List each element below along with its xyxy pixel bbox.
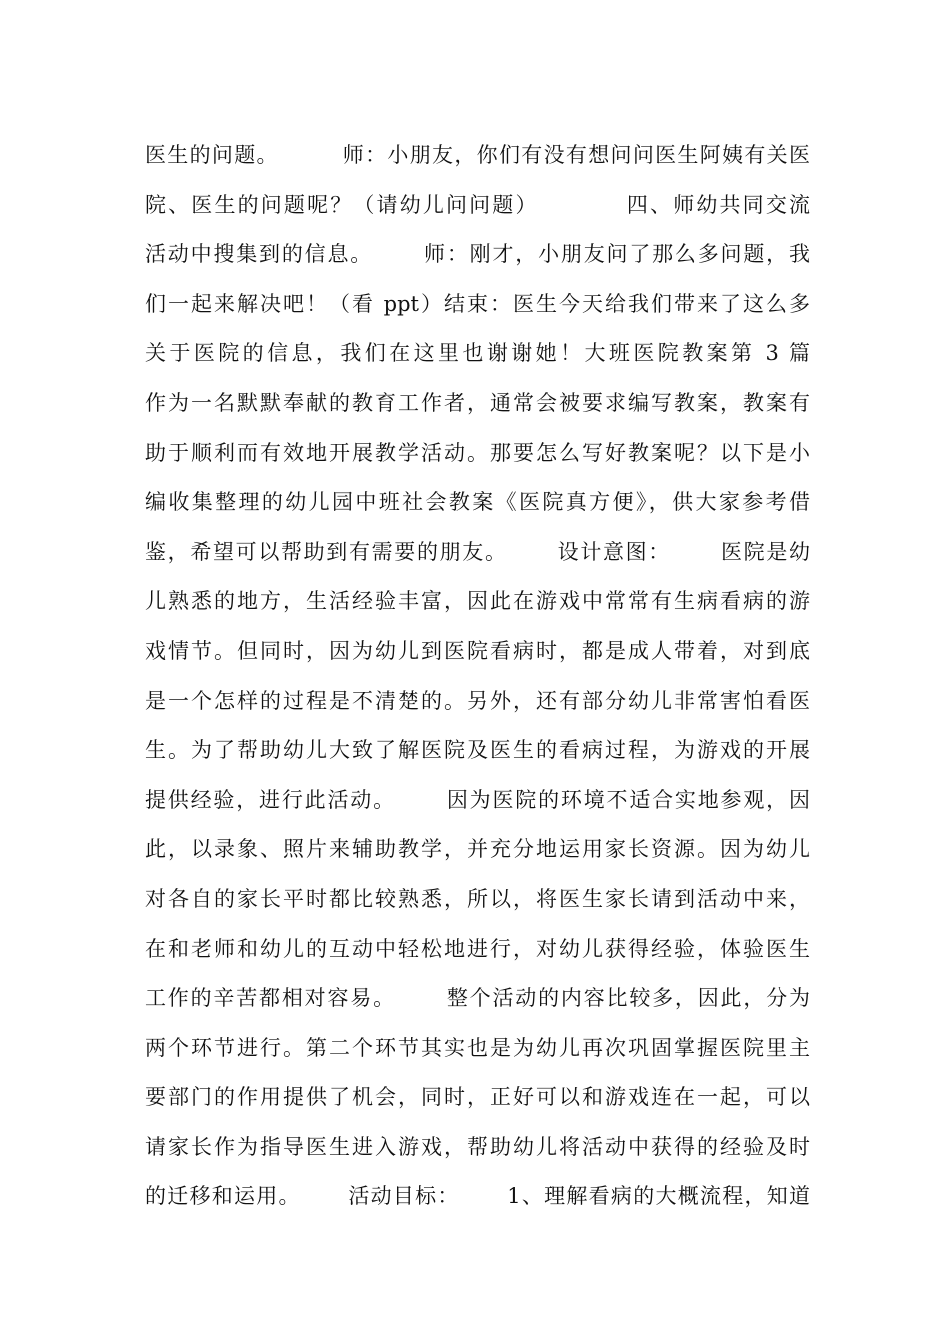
text-line: 院、医生的问题呢？（请幼儿问问题） 四、师幼共同交流 — [145, 192, 810, 217]
text-line: 鉴，希望可以帮助到有需要的朋友。 设计意图： 医院是幼 — [145, 539, 810, 564]
text-line: 生。为了帮助幼儿大致了解医院及医生的看病过程，为游戏的开展 — [145, 738, 810, 763]
text-line: 活动中搜集到的信息。 师：刚才，小朋友问了那么多问题，我 — [145, 242, 810, 267]
text-line: 在和老师和幼儿的互动中轻松地进行，对幼儿获得经验，体验医生 — [145, 936, 810, 961]
text-line: 儿熟悉的地方，生活经验丰富，因此在游戏中常常有生病看病的游 — [145, 589, 810, 614]
text-line: 编收集整理的幼儿园中班社会教案《医院真方便》，供大家参考借 — [145, 490, 810, 515]
text-line: 请家长作为指导医生进入游戏，帮助幼儿将活动中获得的经验及时 — [145, 1134, 810, 1159]
text-line: 对各自的家长平时都比较熟悉，所以，将医生家长请到活动中来， — [145, 886, 810, 911]
text-line: 的迁移和运用。 活动目标： 1、理解看病的大概流程，知道 — [145, 1184, 810, 1209]
text-line: 是一个怎样的过程是不清楚的。另外，还有部分幼儿非常害怕看医 — [145, 688, 810, 713]
text-line: 两个环节进行。第二个环节其实也是为幼儿再次巩固掌握医院里主 — [145, 1035, 810, 1060]
body-text — [145, 131, 810, 1222]
text-line: 要部门的作用提供了机会，同时，正好可以和游戏连在一起，可以 — [145, 1085, 810, 1110]
text-line: 此，以录象、照片来辅助教学，并充分地运用家长资源。因为幼儿 — [145, 837, 810, 862]
text-line: 们一起来解决吧！（看 ppt）结束：医生今天给我们带来了这么多 — [145, 291, 810, 316]
text-line: 关于医院的信息，我们在这里也谢谢她！大班医院教案第 3 篇 — [145, 341, 810, 366]
text-line: 提供经验，进行此活动。 因为医院的环境不适合实地参观，因 — [145, 787, 810, 812]
text-line: 工作的辛苦都相对容易。 整个活动的内容比较多，因此，分为 — [145, 986, 810, 1011]
text-line: 医生的问题。 师：小朋友，你们有没有想问问医生阿姨有关医 — [145, 143, 810, 167]
text-line: 戏情节。但同时，因为幼儿到医院看病时，都是成人带着，对到底 — [145, 638, 810, 663]
text-line: 助于顺利而有效地开展教学活动。那要怎么写好教案呢？以下是小 — [145, 440, 810, 465]
text-line: 作为一名默默奉献的教育工作者，通常会被要求编写教案，教案有 — [145, 390, 810, 415]
